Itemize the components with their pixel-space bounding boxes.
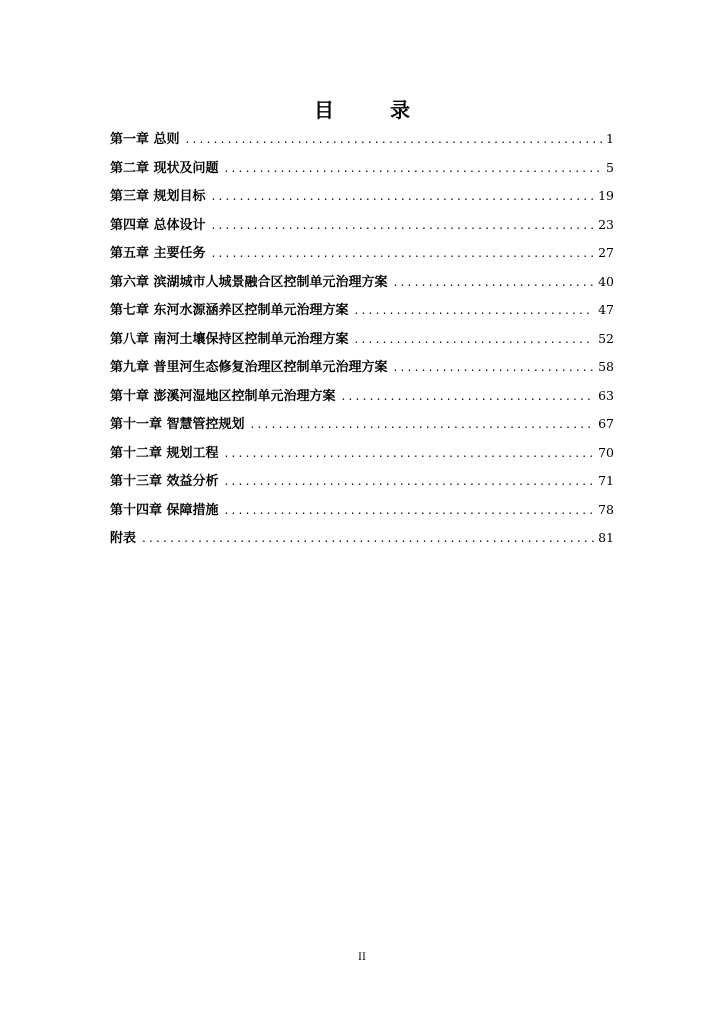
toc-title: 目 录	[314, 98, 428, 122]
toc-entry-chapter-4[interactable]	[110, 214, 614, 243]
dot-leader	[186, 132, 603, 146]
dot-leader	[225, 503, 595, 517]
toc-entry-label: 第七章 东河水源涵养区控制单元治理方案	[110, 303, 349, 318]
toc-entry-label: 第十三章 效益分析	[110, 474, 219, 489]
dot-leader	[355, 303, 595, 317]
toc-entry-chapter-12[interactable]	[110, 442, 614, 471]
toc-entry-label: 第九章 普里河生态修复治理区控制单元治理方案	[110, 360, 388, 375]
toc-entry-chapter-5[interactable]	[110, 242, 614, 271]
toc-entry-page-number: 81	[598, 530, 614, 545]
toc-entry-page-number: 71	[598, 473, 614, 488]
toc-entry-page-number: 67	[598, 416, 614, 431]
dot-leader	[225, 474, 595, 488]
toc-entry-label: 第五章 主要任务	[110, 246, 206, 261]
toc-entry-page-number: 40	[598, 273, 614, 289]
dot-leader	[251, 417, 595, 431]
dot-leader	[142, 531, 594, 545]
table-of-contents	[110, 128, 614, 556]
toc-entry-page-number: 70	[598, 444, 614, 460]
toc-entry-label: 第十一章 智慧管控规划	[110, 417, 245, 432]
toc-entry-label: 第十四章 保障措施	[110, 502, 219, 518]
toc-entry-label: 第四章 总体设计	[110, 217, 206, 233]
toc-entry-chapter-13[interactable]	[110, 470, 614, 499]
toc-entry-page-number: 58	[598, 359, 614, 374]
toc-entry-page-number: 1	[606, 131, 614, 146]
toc-entry-chapter-9[interactable]	[110, 356, 614, 385]
toc-entry-label: 第二章 现状及问题	[110, 160, 219, 176]
toc-entry-chapter-8[interactable]	[110, 328, 614, 357]
footer-page-number: II	[358, 952, 366, 963]
toc-entry-page-number: 63	[598, 387, 614, 403]
dot-leader	[394, 360, 595, 374]
toc-entry-chapter-6[interactable]	[110, 271, 614, 300]
toc-entry-page-number: 23	[598, 216, 614, 232]
toc-entry-page-number: 47	[598, 302, 614, 317]
toc-entry-label: 第六章 滨湖城市人城景融合区控制单元治理方案	[110, 274, 388, 290]
toc-entry-chapter-3[interactable]	[110, 185, 614, 214]
toc-entry-chapter-11[interactable]	[110, 413, 614, 442]
toc-entry-chapter-7[interactable]	[110, 299, 614, 328]
toc-entry-label: 第一章 总则	[110, 132, 180, 147]
toc-entry-label: 第十二章 规划工程	[110, 445, 219, 461]
toc-entry-page-number: 78	[598, 501, 614, 517]
dot-leader	[342, 389, 595, 403]
toc-entry-page-number: 52	[598, 330, 614, 346]
toc-entry-page-number: 19	[598, 188, 614, 203]
toc-entry-chapter-14[interactable]	[110, 499, 614, 528]
dot-leader	[212, 246, 595, 260]
dot-leader	[394, 275, 595, 289]
dot-leader	[225, 161, 603, 175]
toc-entry-chapter-2[interactable]	[110, 157, 614, 186]
toc-entry-label: 第八章 南河土壤保持区控制单元治理方案	[110, 331, 349, 347]
dot-leader	[212, 189, 595, 203]
toc-entry-label: 附表	[110, 531, 137, 546]
dot-leader	[355, 332, 595, 346]
toc-entry-chapter-10[interactable]	[110, 385, 614, 414]
toc-entry-label: 第三章 规划目标	[110, 189, 206, 204]
dot-leader	[225, 446, 595, 460]
toc-entry-chapter-1[interactable]	[110, 128, 614, 157]
dot-leader	[212, 218, 595, 232]
toc-entry-page-number: 5	[606, 159, 614, 175]
toc-entry-page-number: 27	[598, 245, 614, 260]
toc-entry-label: 第十章 澎溪河湿地区控制单元治理方案	[110, 388, 336, 404]
toc-entry-appendix[interactable]	[110, 527, 614, 556]
